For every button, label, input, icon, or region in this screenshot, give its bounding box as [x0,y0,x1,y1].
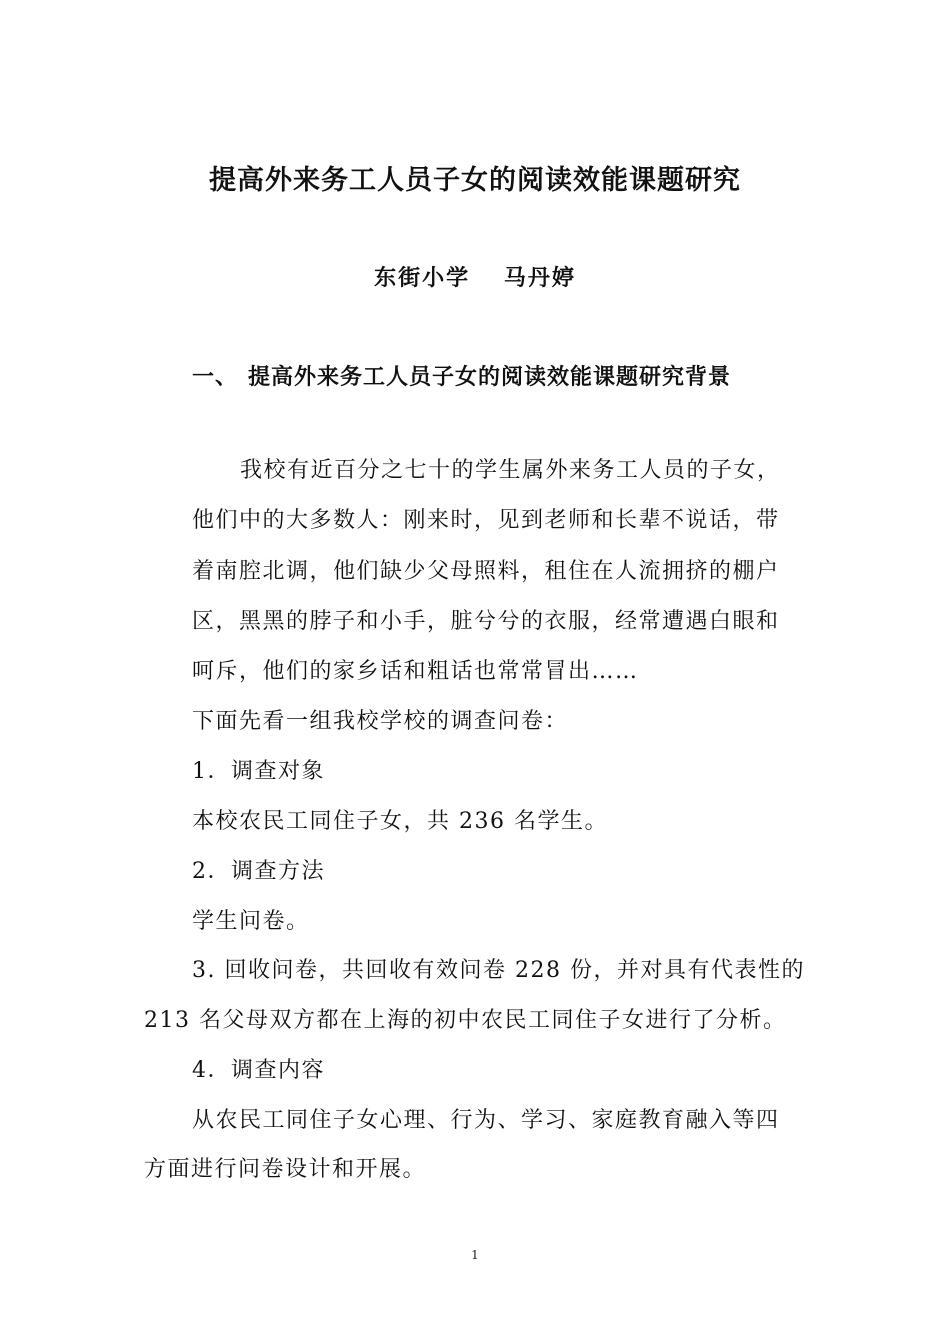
section-heading-1 [192,360,731,391]
document-title: 提高外来务工人员子女的阅读效能课题研究 [209,165,741,196]
paragraph-line: 本校农民工同住子女，共 236 名学生。 [192,809,608,834]
paragraph-line: 从农民工同住子女心理、行为、学习、家庭教育融入等四 [192,1108,780,1133]
list-item-heading: 1．调查对象 [192,759,325,784]
list-item-heading: 3. 回收问卷，共回收有效问卷 228 份，并对具有代表性的 [192,958,805,983]
paragraph-line: 方面进行问卷设计和开展。 [144,1157,427,1182]
paragraph-line: 他们中的大多数人：刚来时，见到老师和长辈不说话，带 [192,508,780,533]
paragraph-line: 呵斥，他们的家乡话和粗话也常常冒出…… [192,659,639,684]
paragraph-line: 区，黑黑的脖子和小手，脏兮兮的衣服，经常遭遇白眼和 [192,609,780,634]
paragraph-line: 着南腔北调，他们缺少父母照料，租住在人流拥挤的棚户 [192,559,780,584]
author-line: 东街小学 马丹婷 [374,265,576,291]
list-item-heading: 2．调查方法 [192,859,325,884]
paragraph-line: 下面先看一组我校学校的调查问卷： [192,709,569,734]
paragraph-line: 学生问卷。 [192,909,310,934]
page-number: 1 [471,1248,479,1262]
paragraph-line: 213 名父母双方都在上海的初中农民工同住子女进行了分析。 [144,1008,787,1033]
paragraph-line: 我校有近百分之七十的学生属外来务工人员的子女， [240,458,781,483]
section-number: 一、 [192,364,239,390]
list-item-heading: 4．调查内容 [192,1058,325,1083]
section-heading-text: 提高外来务工人员子女的阅读效能课题研究背景 [248,364,732,390]
